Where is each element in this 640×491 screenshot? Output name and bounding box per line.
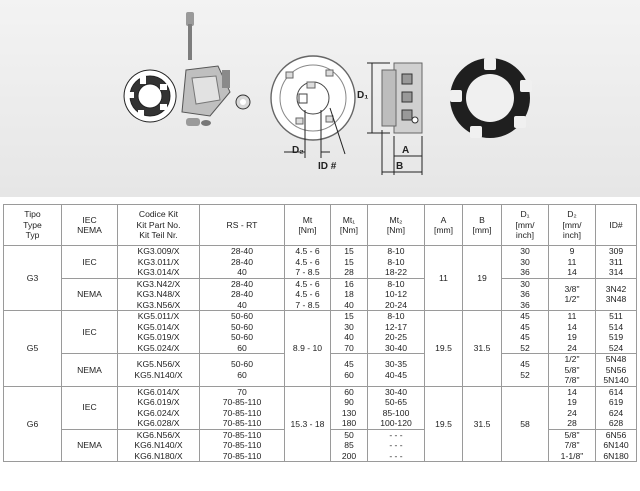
table-row <box>4 278 637 311</box>
exploded-assembly-drawing <box>124 12 250 126</box>
header-iec-nema: IEC NEMA <box>62 205 118 246</box>
header-b: B [mm] <box>463 205 502 246</box>
mt1-cell: 15 30 40 70 <box>331 311 368 354</box>
b-cell: 19 <box>463 246 502 311</box>
d2-label: D₂ <box>292 145 304 156</box>
kit-codes-cell: KG3.009/X KG3.011/X KG3.014/X <box>118 246 200 279</box>
id-cell: 511 514 519 524 <box>596 311 637 354</box>
coupling-spec-table <box>3 204 637 462</box>
id-cell: 3N42 3N48 <box>596 278 637 311</box>
rs-rt-cell: 50-60 60 <box>200 354 285 387</box>
mt2-cell: 8-10 10-12 20-24 <box>368 278 425 311</box>
id-cell: 309 311 314 <box>596 246 637 279</box>
table-row <box>4 246 637 279</box>
header-rs-rt: RS - RT <box>200 205 285 246</box>
header-mt2: Mt₂ [Nm] <box>368 205 425 246</box>
header-row <box>4 205 637 246</box>
a-cell: 11 <box>425 246 463 311</box>
b-cell: 31.5 <box>463 386 502 462</box>
mt-cell: 4.5 - 6 4.5 - 6 7 - 8.5 <box>285 278 331 311</box>
standard-cell: IEC <box>62 386 118 429</box>
rs-rt-cell: 28-40 28-40 40 <box>200 278 285 311</box>
header-d1: D₁ [mm/ inch] <box>502 205 549 246</box>
rs-rt-cell: 50-60 50-60 50-60 60 <box>200 311 285 354</box>
kit-codes-cell: KG5.011/X KG5.014/X KG5.019/X KG5.024/X <box>118 311 200 354</box>
mt1-cell: 15 15 28 <box>331 246 368 279</box>
header-mt: Mt [Nm] <box>285 205 331 246</box>
mt2-cell: 8-10 8-10 18-22 <box>368 246 425 279</box>
d2-cell: 1/2" 5/8" 7/8" <box>549 354 596 387</box>
kit-codes-cell: KG6.N56/X KG6.N140/X KG6.N180/X <box>118 429 200 462</box>
standard-cell: NEMA <box>62 429 118 462</box>
mt-cell: 15.3 - 18 <box>285 386 331 462</box>
d1-cell: 30 30 36 <box>502 246 549 279</box>
product-illustration-banner <box>0 0 640 197</box>
header-d2: D₂ [mm/ inch] <box>549 205 596 246</box>
a-cell: 19.5 <box>425 386 463 462</box>
d2-cell: 5/8" 7/8" 1-1/8" <box>549 429 596 462</box>
d1-cell: 30 36 36 <box>502 278 549 311</box>
type-cell: G5 <box>4 311 62 387</box>
kit-codes-cell: KG5.N56/X KG5.N140/X <box>118 354 200 387</box>
standard-cell: IEC <box>62 311 118 354</box>
a-cell: 19.5 <box>425 311 463 387</box>
d2-cell: 14 19 24 28 <box>549 386 596 429</box>
b-dimension-label: B <box>396 161 404 172</box>
a-dimension-label: A <box>402 145 410 156</box>
mt-cell: 8.9 - 10 <box>285 311 331 387</box>
mt2-cell: - - - - - - - - - <box>368 429 425 462</box>
kit-codes-cell: KG3.N42/X KG3.N48/X KG3.N56/X <box>118 278 200 311</box>
header-mt1: Mt₁ [Nm] <box>331 205 368 246</box>
id-cell: 614 619 624 628 <box>596 386 637 429</box>
mt-cell: 4.5 - 6 4.5 - 6 7 - 8.5 <box>285 246 331 279</box>
mt2-cell: 8-10 12-17 20-25 30-40 <box>368 311 425 354</box>
d1-cell: 58 <box>502 386 549 462</box>
mt1-cell: 45 60 <box>331 354 368 387</box>
d1-cell: 45 45 45 52 <box>502 311 549 354</box>
side-view-drawing <box>367 63 422 175</box>
d2-cell: 9 11 14 <box>549 246 596 279</box>
header-a: A [mm] <box>425 205 463 246</box>
standard-cell: NEMA <box>62 354 118 387</box>
table-row <box>4 311 637 354</box>
standard-cell: NEMA <box>62 278 118 311</box>
mt2-cell: 30-35 40-45 <box>368 354 425 387</box>
header-codice-kit: Codice Kit Kit Part No. Kit Teil Nr. <box>118 205 200 246</box>
spider-ring-drawing <box>450 58 532 138</box>
header-id: ID# <box>596 205 637 246</box>
d2-cell: 11 14 19 24 <box>549 311 596 354</box>
rs-rt-cell: 28-40 28-40 40 <box>200 246 285 279</box>
b-cell: 31.5 <box>463 311 502 387</box>
mt1-cell: 60 90 130 180 <box>331 386 368 429</box>
header-tipo: Tipo Type Typ <box>4 205 62 246</box>
kit-codes-cell: KG6.014/X KG6.019/X KG6.024/X KG6.028/X <box>118 386 200 429</box>
standard-cell: IEC <box>62 246 118 279</box>
id-cell: 5N48 5N56 5N140 <box>596 354 637 387</box>
d1-cell: 45 52 <box>502 354 549 387</box>
id-cell: 6N56 6N140 6N180 <box>596 429 637 462</box>
rs-rt-cell: 70 70-85-110 70-85-110 70-85-110 <box>200 386 285 429</box>
d1-label: D₁ <box>357 90 369 101</box>
rs-rt-cell: 70-85-110 70-85-110 70-85-110 <box>200 429 285 462</box>
id-label: ID # <box>318 161 337 172</box>
mt1-cell: 50 85 200 <box>331 429 368 462</box>
front-view-drawing <box>271 56 355 158</box>
mt2-cell: 30-40 50-65 85-100 100-120 <box>368 386 425 429</box>
d2-cell: 3/8" 1/2" <box>549 278 596 311</box>
mt1-cell: 16 18 40 <box>331 278 368 311</box>
table-row <box>4 386 637 429</box>
type-cell: G3 <box>4 246 62 311</box>
type-cell: G6 <box>4 386 62 462</box>
